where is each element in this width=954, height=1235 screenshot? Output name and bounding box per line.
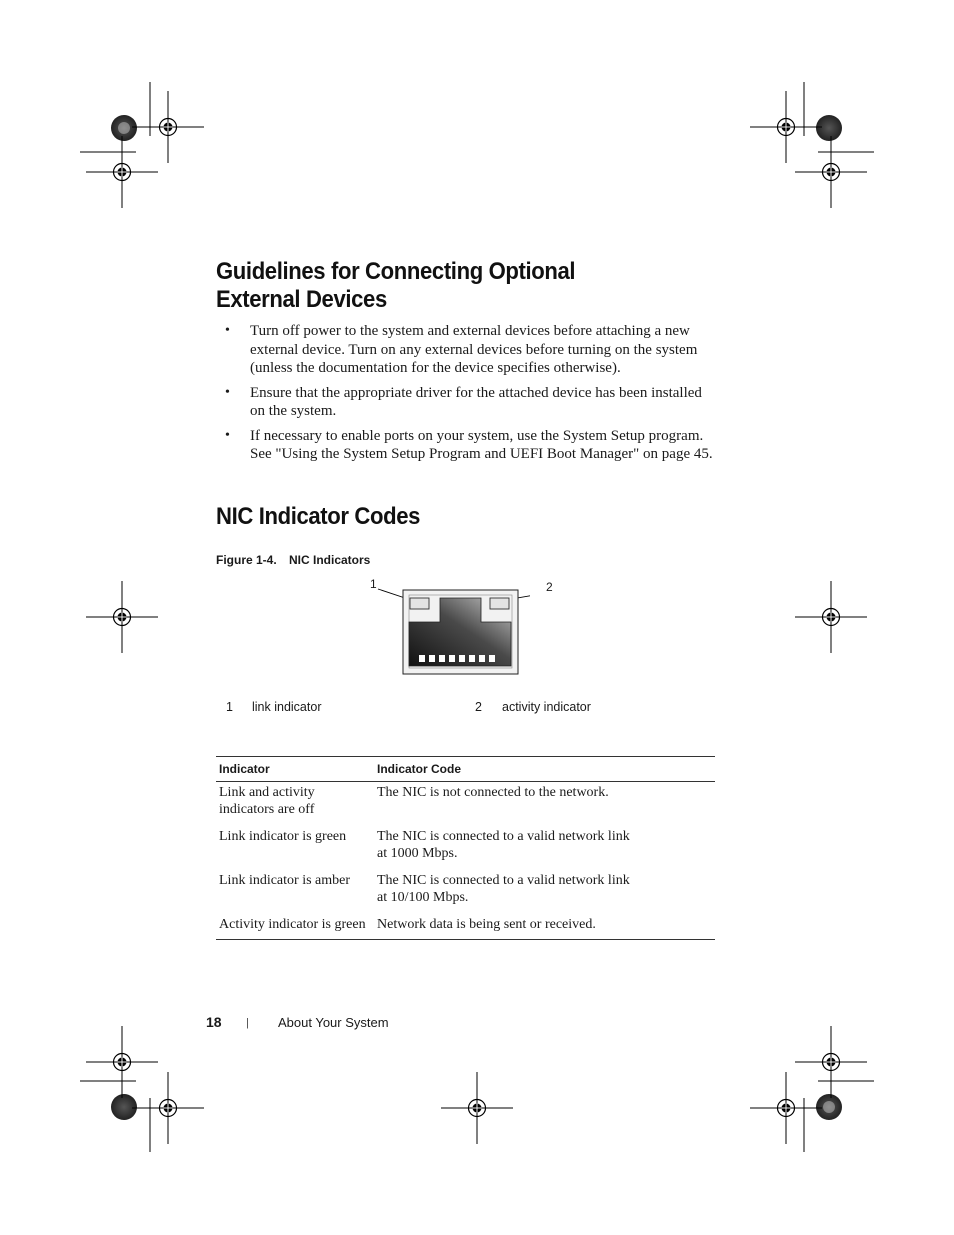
footer-separator: | — [246, 1017, 249, 1029]
table-row — [216, 826, 715, 870]
indicator-code-cell: The NIC is not connected to the network. — [377, 785, 609, 800]
figure-title: NIC Indicators — [289, 553, 371, 567]
crosshair-mark — [441, 1072, 513, 1144]
activity-indicator-led — [490, 598, 509, 609]
table-row — [216, 914, 715, 940]
column-header: Indicator Code — [374, 757, 715, 782]
crosshair-mark — [795, 1026, 867, 1098]
legend-label: link indicator — [252, 700, 322, 714]
nic-indicator-table — [216, 756, 715, 940]
list-item: • Turn off power to the system and external devices before attaching a new external device. Turn on any external devices before turning on the system (unless the documentation for the device specifies otherwise). — [216, 322, 716, 378]
indicator-code-cell: The NIC is connected to a valid network link at 10/100 Mbps. — [377, 873, 630, 905]
star-target-bottom-right — [816, 1094, 842, 1120]
crosshair-mark — [750, 1072, 822, 1144]
indicator-cell: Link indicator is green — [219, 829, 347, 844]
indicator-code-cell: Network data is being sent or received. — [377, 917, 596, 932]
indicator-cell: Link indicator is amber — [219, 873, 351, 888]
legend-number: 1 — [226, 700, 233, 714]
page-number: 18 — [206, 1014, 222, 1030]
crosshair-mark — [132, 1072, 204, 1144]
table-row — [216, 782, 715, 827]
callout-number: 2 — [546, 580, 553, 594]
star-target-bottom-left — [111, 1094, 137, 1120]
table-row — [216, 870, 715, 914]
crosshair-mark — [132, 91, 204, 163]
crosshair-mark — [795, 136, 867, 208]
crosshair-mark — [86, 1026, 158, 1098]
section-title-external-devices: Guidelines for Connecting Optional External Devices — [216, 258, 576, 313]
legend-number: 2 — [475, 700, 482, 714]
callout-number: 1 — [370, 577, 377, 591]
star-target-top-right — [816, 115, 842, 141]
indicator-cell: Activity indicator is green — [219, 917, 366, 932]
list-item: • If necessary to enable ports on your system, use the System Setup program. See "Using the System Setup Program and UEFI Boot Manager" on page 45. — [216, 427, 716, 464]
figure-label: Figure 1-4. — [216, 553, 277, 567]
crosshair-mark — [750, 91, 822, 163]
table-header-row — [216, 757, 715, 782]
star-target-top-left — [111, 115, 137, 141]
footer-chapter-title: About Your System — [278, 1015, 389, 1030]
section-title-nic-indicator-codes: NIC Indicator Codes — [216, 503, 421, 530]
indicator-cell: Link and activity indicators are off — [219, 785, 315, 817]
column-header: Indicator — [216, 757, 374, 782]
link-indicator-led — [410, 598, 429, 609]
indicator-code-cell: The NIC is connected to a valid network link at 1000 Mbps. — [377, 829, 630, 861]
crosshair-mark — [795, 581, 867, 653]
legend-label: activity indicator — [502, 700, 591, 714]
list-item: • Ensure that the appropriate driver for the attached device has been installed on the system. — [216, 384, 716, 421]
crosshair-mark — [86, 581, 158, 653]
guidelines-bullet-list — [216, 322, 716, 470]
nic-port-illustration — [370, 585, 530, 680]
crosshair-mark — [86, 136, 158, 208]
